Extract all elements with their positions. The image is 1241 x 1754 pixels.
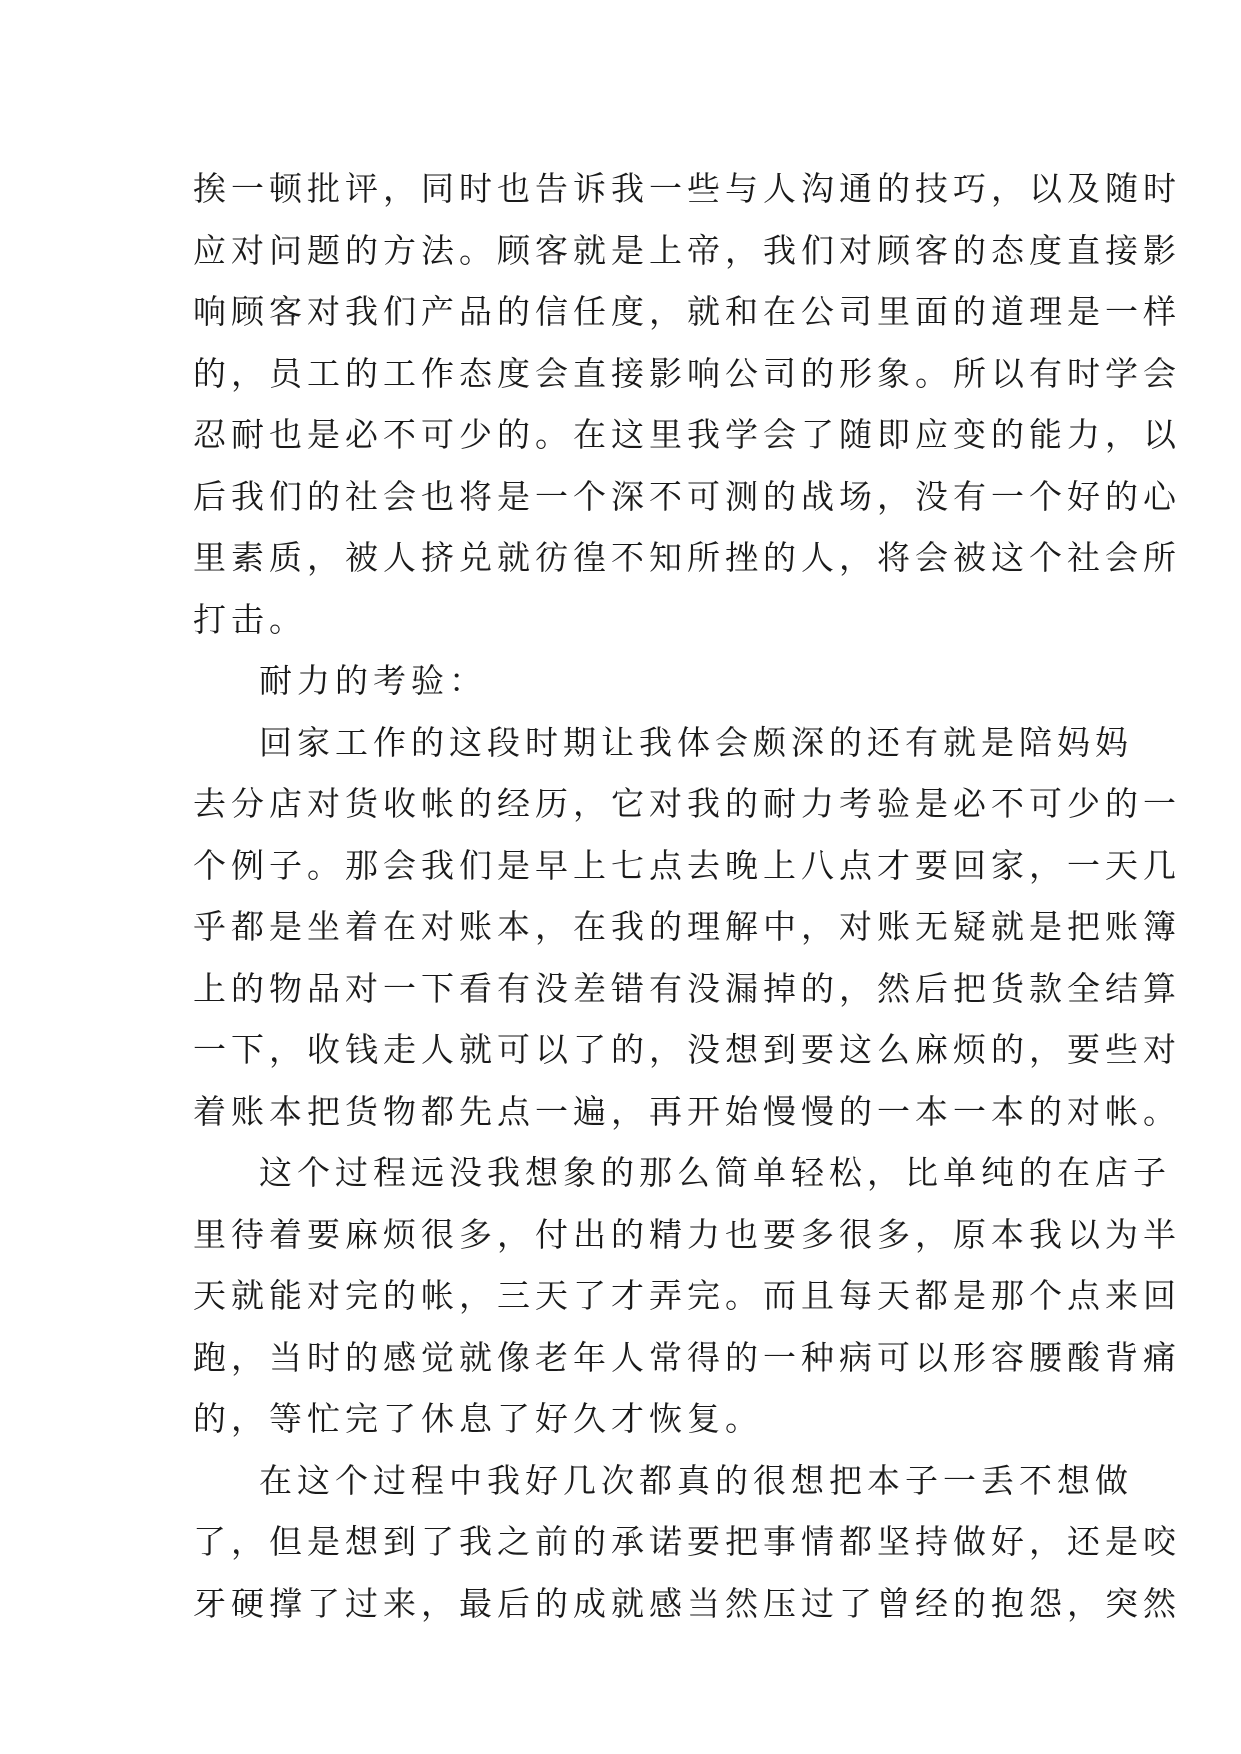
text-line: 里素质，被人挤兑就彷徨不知所挫的人，将会被这个社会所 bbox=[193, 538, 1181, 577]
text-line: 后我们的社会也将是一个深不可测的战场，没有一个好的心 bbox=[193, 476, 1181, 516]
text-line: 忍耐也是必不可少的。在这里我学会了随即应变的能力，以 bbox=[193, 415, 1181, 454]
text-line: 的，员工的工作态度会直接影响公司的形象。所以有时学会 bbox=[193, 353, 1181, 393]
text-line: 打击。 bbox=[193, 599, 307, 639]
text-line: 上的物品对一下看有没差错有没漏掉的，然后把货款全结算 bbox=[193, 968, 1181, 1008]
text-line: 乎都是坐着在对账本，在我的理解中，对账无疑就是把账簿 bbox=[193, 907, 1181, 946]
text-line: 跑，当时的感觉就像老年人常得的一种病可以形容腰酸背痛 bbox=[193, 1337, 1181, 1377]
text-line: 的，等忙完了休息了好久才恢复。 bbox=[193, 1399, 763, 1438]
text-line: 个例子。那会我们是早上七点去晚上八点才要回家，一天几 bbox=[193, 845, 1181, 885]
text-line: 天就能对完的帐，三天了才弄完。而且每天都是那个点来回 bbox=[193, 1276, 1181, 1315]
text-line: 了，但是想到了我之前的承诺要把事情都坚持做好，还是咬 bbox=[193, 1522, 1181, 1561]
text-line: 应对问题的方法。顾客就是上帝，我们对顾客的态度直接影 bbox=[193, 230, 1181, 270]
document-body bbox=[193, 158, 1181, 1634]
text-line: 响顾客对我们产品的信任度，就和在公司里面的道理是一样 bbox=[193, 292, 1181, 331]
text-line: 挨一顿批评，同时也告诉我一些与人沟通的技巧，以及随时 bbox=[193, 169, 1181, 208]
text-line: 耐力的考验： bbox=[259, 661, 487, 700]
text-line: 着账本把货物都先点一遍，再开始慢慢的一本一本的对帐。 bbox=[193, 1091, 1181, 1131]
text-line: 在这个过程中我好几次都真的很想把本子一丢不想做 bbox=[259, 1460, 1133, 1500]
text-line: 里待着要麻烦很多，付出的精力也要多很多，原本我以为半 bbox=[193, 1214, 1181, 1254]
text-line: 一下，收钱走人就可以了的，没想到要这么麻烦的，要些对 bbox=[193, 1030, 1181, 1069]
text-line: 去分店对货收帐的经历，它对我的耐力考验是必不可少的一 bbox=[193, 784, 1181, 823]
text-line: 回家工作的这段时期让我体会颇深的还有就是陪妈妈 bbox=[259, 722, 1133, 762]
text-line: 牙硬撑了过来，最后的成就感当然压过了曾经的抱怨，突然 bbox=[193, 1583, 1181, 1623]
text-line: 这个过程远没我想象的那么简单轻松，比单纯的在店子 bbox=[259, 1153, 1171, 1192]
